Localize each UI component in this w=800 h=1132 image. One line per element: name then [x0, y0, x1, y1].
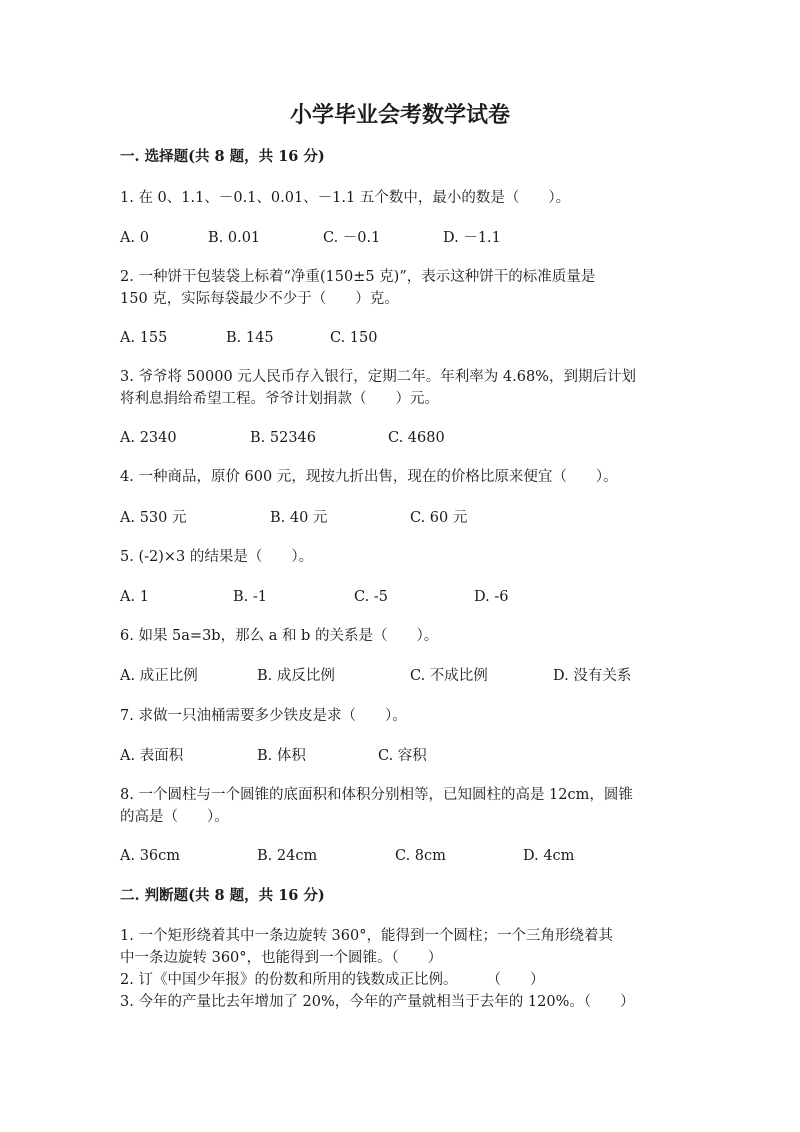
section-heading-choice: 一. 选择题(共 8 题，共 16 分)	[120, 148, 325, 165]
option: A. 1	[120, 589, 149, 605]
option: B. 24cm	[257, 848, 318, 864]
option: C. 不成比例	[410, 668, 488, 684]
question-3-cont: 将利息捐给希望工程。爷爷计划捐款（ ）元。	[120, 391, 439, 407]
option: A. 530 元	[120, 510, 187, 526]
option: C. 4680	[388, 430, 445, 446]
option: B. 52346	[250, 430, 317, 446]
option: D. －1.1	[443, 230, 501, 246]
option: B. 成反比例	[257, 668, 335, 684]
option: C. 60 元	[410, 510, 468, 526]
question-8: 8. 一个圆柱与一个圆锥的底面积和体积分别相等，已知圆柱的高是 12cm，圆锥	[120, 787, 633, 803]
option: A. 表面积	[120, 748, 184, 764]
option: C. －0.1	[323, 230, 381, 246]
option: C. 容积	[378, 748, 427, 764]
question-3: 3. 爷爷将 50000 元人民币存入银行，定期二年。年利率为 4.68%，到期后计划	[120, 369, 636, 385]
section-heading-judgement: 二. 判断题(共 8 题，共 16 分)	[120, 887, 325, 904]
option: B. 40 元	[270, 510, 328, 526]
question-2-cont: 150 克，实际每袋最少不少于（ ）克。	[120, 291, 399, 307]
option: C. 8cm	[395, 848, 446, 864]
judgement-2: 2. 订《中国少年报》的份数和所用的钱数成正比例。 （ ）	[120, 972, 545, 988]
question-5: 5. (-2)×3 的结果是（ ）。	[120, 549, 314, 565]
question-7: 7. 求做一只油桶需要多少铁皮是求（ ）。	[120, 708, 407, 724]
option: B. 体积	[257, 748, 306, 764]
option: D. -6	[474, 589, 509, 605]
option: B. 0.01	[208, 230, 261, 246]
option: A. 36cm	[120, 848, 181, 864]
question-4: 4. 一种商品，原价 600 元，现按九折出售，现在的价格比原来便宜（ ）。	[120, 469, 618, 485]
question-1: 1. 在 0、1.1、－0.1、0.01、－1.1 五个数中，最小的数是（ ）。	[120, 190, 571, 206]
judgement-1: 1. 一个矩形绕着其中一条边旋转 360°，能得到一个圆柱；一个三角形绕着其	[120, 928, 613, 944]
option: D. 4cm	[523, 848, 575, 864]
option: D. 没有关系	[553, 668, 632, 684]
question-2: 2. 一种饼干包装袋上标着“净重(150±5 克)”，表示这种饼干的标准质量是	[120, 269, 596, 285]
question-8-cont: 的高是（ ）。	[120, 809, 229, 825]
option: B. 145	[226, 330, 274, 346]
judgement-3: 3. 今年的产量比去年增加了 20%，今年的产量就相当于去年的 120%。（ ）	[120, 994, 635, 1010]
judgement-1-cont: 中一条边旋转 360°，也能得到一个圆锥。（ ）	[120, 950, 443, 966]
option: C. -5	[354, 589, 388, 605]
question-6: 6. 如果 5a=3b，那么 a 和 b 的关系是（ ）。	[120, 628, 439, 644]
option: A. 成正比例	[120, 668, 198, 684]
option: A. 2340	[120, 430, 177, 446]
option: C. 150	[330, 330, 378, 346]
page-title: 小学毕业会考数学试卷	[289, 102, 510, 128]
option: B. -1	[233, 589, 267, 605]
option: A. 155	[120, 330, 168, 346]
option: A. 0	[120, 230, 149, 246]
